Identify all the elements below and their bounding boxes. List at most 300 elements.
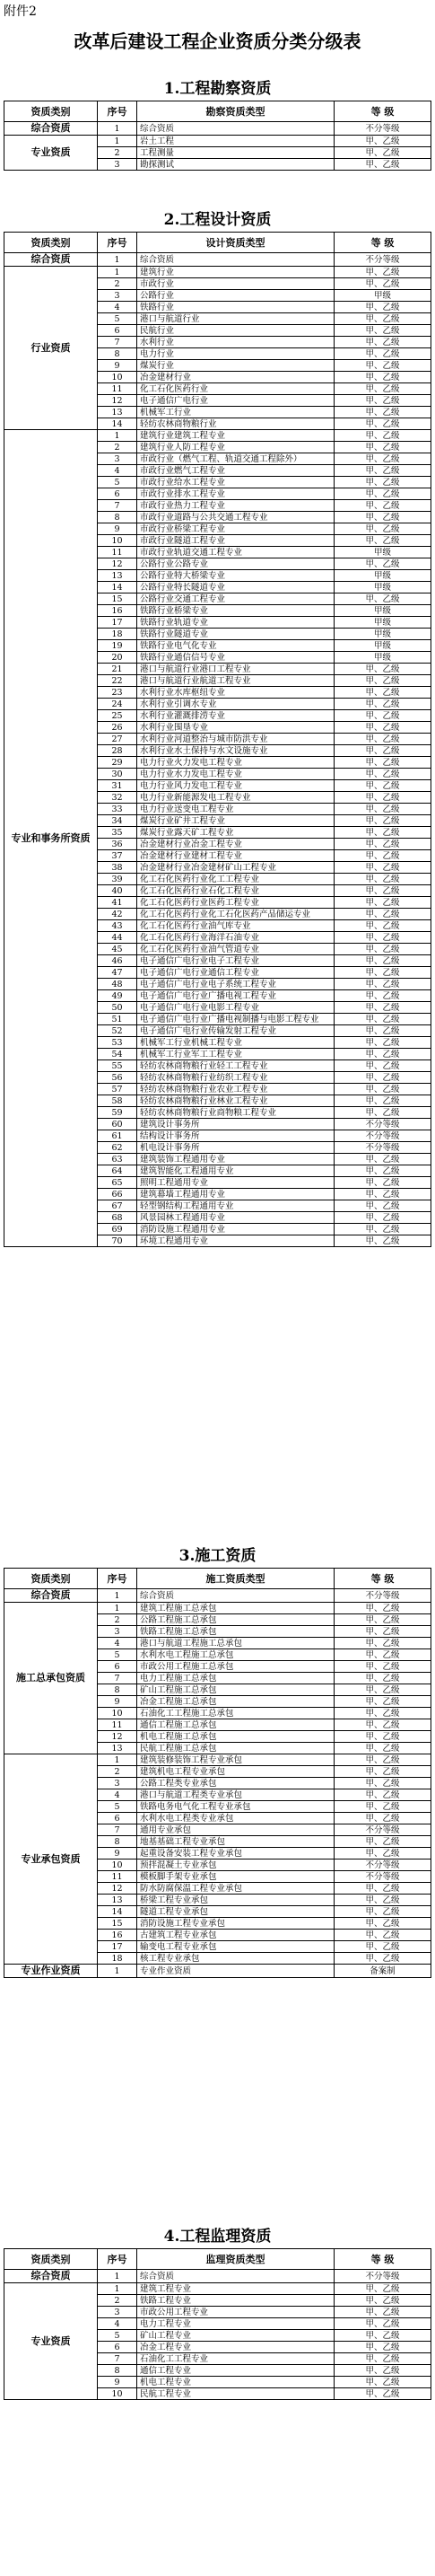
grade-cell: 甲、乙级 bbox=[335, 1224, 431, 1235]
row-number: 6 bbox=[98, 488, 137, 500]
qualification-type: 公路行业特长隧道专业 bbox=[137, 582, 335, 593]
row-number: 11 bbox=[98, 1719, 137, 1731]
qualification-type: 矿山工程施工总承包 bbox=[137, 1684, 335, 1696]
grade-cell: 甲、乙级 bbox=[335, 815, 431, 827]
row-number: 1 bbox=[98, 1589, 137, 1603]
qualification-type: 核工程专业承包 bbox=[137, 1953, 335, 1965]
qualification-type: 桥梁工程专业承包 bbox=[137, 1895, 335, 1906]
column-header: 勘察资质类型 bbox=[137, 101, 335, 122]
grade-cell: 甲、乙级 bbox=[335, 1883, 431, 1895]
qualification-type: 电力行业火力发电工程专业 bbox=[137, 757, 335, 769]
qualification-type: 市政行业桥梁工程专业 bbox=[137, 523, 335, 535]
category-cell: 专业和事务所资质 bbox=[4, 430, 98, 1247]
qualification-type: 化工石化医药行业 bbox=[137, 383, 335, 395]
column-header: 监理资质类型 bbox=[137, 2249, 335, 2270]
grade-cell: 不分等级 bbox=[335, 1119, 431, 1130]
qualification-type: 公路工程类专业承包 bbox=[137, 1778, 335, 1789]
qualification-type: 建筑行业 bbox=[137, 267, 335, 278]
qualification-type: 综合资质 bbox=[137, 122, 335, 136]
row-number: 2 bbox=[98, 1766, 137, 1778]
grade-cell: 甲、乙级 bbox=[335, 1212, 431, 1224]
row-number: 10 bbox=[98, 1859, 137, 1871]
row-number: 5 bbox=[98, 2330, 137, 2342]
row-number: 8 bbox=[98, 2365, 137, 2377]
row-number: 25 bbox=[98, 710, 137, 722]
grade-cell: 甲、乙级 bbox=[335, 780, 431, 792]
category-cell: 综合资质 bbox=[4, 253, 98, 267]
qualification-type: 铁路行业桥梁专业 bbox=[137, 605, 335, 617]
qualification-type: 机械军工行业军工工程专业 bbox=[137, 1049, 335, 1060]
grade-cell: 甲、乙级 bbox=[335, 442, 431, 453]
qualification-type: 电力行业送变电工程专业 bbox=[137, 804, 335, 815]
qualification-type: 铁路行业 bbox=[137, 302, 335, 313]
grade-cell: 甲、乙级 bbox=[335, 664, 431, 675]
row-number: 2 bbox=[98, 2295, 137, 2307]
table-row bbox=[4, 253, 431, 267]
qualification-type: 化工石化医药行业化工工程专业 bbox=[137, 874, 335, 885]
qualification-type: 港口与航道行业港口工程专业 bbox=[137, 664, 335, 675]
grade-cell: 甲、乙级 bbox=[335, 2377, 431, 2388]
qualification-type: 市政行业（燃气工程、轨道交通工程除外） bbox=[137, 453, 335, 465]
qualification-type: 输变电工程专业承包 bbox=[137, 1941, 335, 1953]
section-title: 1.工程勘察资质 bbox=[163, 80, 272, 98]
qualification-type: 冶金工程专业 bbox=[137, 2342, 335, 2353]
grade-cell: 甲、乙级 bbox=[335, 302, 431, 313]
qualification-type: 冶金建材行业冶金建材矿山工程专业 bbox=[137, 862, 335, 874]
qualification-type: 轻型钢结构工程通用专业 bbox=[137, 1200, 335, 1212]
grade-cell: 不分等级 bbox=[335, 1859, 431, 1871]
row-number: 13 bbox=[98, 1743, 137, 1754]
grade-cell: 甲、乙级 bbox=[335, 862, 431, 874]
grade-cell: 甲、乙级 bbox=[335, 944, 431, 955]
qualification-type: 通信工程施工总承包 bbox=[137, 1719, 335, 1731]
grade-cell: 不分等级 bbox=[335, 122, 431, 136]
row-number: 23 bbox=[98, 687, 137, 699]
qualification-type: 水利行业引调水专业 bbox=[137, 699, 335, 710]
row-number: 9 bbox=[98, 523, 137, 535]
row-number: 46 bbox=[98, 955, 137, 967]
category-cell: 综合资质 bbox=[4, 122, 98, 136]
table-row bbox=[4, 1965, 431, 1978]
qualification-type: 电子通信广电行业电子工程专业 bbox=[137, 955, 335, 967]
grade-cell: 甲、乙级 bbox=[335, 1154, 431, 1165]
grade-cell: 甲、乙级 bbox=[335, 699, 431, 710]
row-number: 55 bbox=[98, 1060, 137, 1072]
qualification-type: 轻纺农林商物粮行业商物粮工程专业 bbox=[137, 1107, 335, 1119]
row-number: 14 bbox=[98, 1906, 137, 1918]
section-3 bbox=[0, 1544, 435, 1978]
qualification-type: 防水防腐保温工程专业承包 bbox=[137, 1883, 335, 1895]
grade-cell: 甲、乙级 bbox=[335, 1848, 431, 1859]
qualification-type: 轻纺农林商物粮行业轻工工程专业 bbox=[137, 1060, 335, 1072]
grade-cell: 甲、乙级 bbox=[335, 1603, 431, 1614]
grade-cell: 甲、乙级 bbox=[335, 558, 431, 570]
qualification-type: 港口与航道行业 bbox=[137, 313, 335, 325]
qualification-type: 化工石化医药行业油气库专业 bbox=[137, 920, 335, 932]
grade-cell: 甲、乙级 bbox=[335, 1626, 431, 1638]
table-row bbox=[4, 1589, 431, 1603]
row-number: 8 bbox=[98, 1836, 137, 1848]
row-number: 31 bbox=[98, 780, 137, 792]
grade-cell: 甲、乙级 bbox=[335, 535, 431, 547]
grade-cell: 不分等级 bbox=[335, 2270, 431, 2283]
grade-cell: 甲、乙级 bbox=[335, 745, 431, 757]
grade-cell: 甲、乙级 bbox=[335, 512, 431, 523]
qualification-type: 铁路工程施工总承包 bbox=[137, 1626, 335, 1638]
qualification-type: 水利行业河道整治与城市防洪专业 bbox=[137, 734, 335, 745]
row-number: 5 bbox=[98, 477, 137, 488]
grade-cell: 甲、乙级 bbox=[335, 1731, 431, 1743]
grade-cell: 甲、乙级 bbox=[335, 920, 431, 932]
row-number: 7 bbox=[98, 2353, 137, 2365]
row-number: 62 bbox=[98, 1142, 137, 1154]
qualification-type: 通用专业承包 bbox=[137, 1824, 335, 1836]
row-number: 1 bbox=[98, 1603, 137, 1614]
row-number: 3 bbox=[98, 453, 137, 465]
row-number: 61 bbox=[98, 1130, 137, 1142]
grade-cell: 甲、乙级 bbox=[335, 827, 431, 839]
row-number: 6 bbox=[98, 325, 137, 337]
grade-cell: 甲、乙级 bbox=[335, 850, 431, 862]
row-number: 59 bbox=[98, 1107, 137, 1119]
qualification-type: 石油化工工程施工总承包 bbox=[137, 1708, 335, 1719]
grade-cell: 甲、乙级 bbox=[335, 430, 431, 442]
category-cell: 综合资质 bbox=[4, 2270, 98, 2283]
qualification-table bbox=[4, 101, 431, 171]
grade-cell: 甲、乙级 bbox=[335, 687, 431, 699]
row-number: 39 bbox=[98, 874, 137, 885]
row-number: 5 bbox=[98, 1801, 137, 1813]
grade-cell: 甲、乙级 bbox=[335, 383, 431, 395]
qualification-type: 建筑工程施工总承包 bbox=[137, 1603, 335, 1614]
qualification-type: 结构设计事务所 bbox=[137, 1130, 335, 1142]
grade-cell: 甲、乙级 bbox=[335, 1836, 431, 1848]
qualification-type: 建筑装修装饰工程专业承包 bbox=[137, 1754, 335, 1766]
column-header: 等 级 bbox=[335, 233, 431, 253]
row-number: 1 bbox=[98, 253, 137, 267]
row-number: 15 bbox=[98, 593, 137, 605]
grade-cell: 甲、乙级 bbox=[335, 1095, 431, 1107]
grade-cell: 甲、乙级 bbox=[335, 1953, 431, 1965]
grade-cell: 甲、乙级 bbox=[335, 313, 431, 325]
table-header-row bbox=[4, 1569, 431, 1589]
qualification-type: 机电设计事务所 bbox=[137, 1142, 335, 1154]
column-header: 等 级 bbox=[335, 2249, 431, 2270]
grade-cell: 甲、乙级 bbox=[335, 909, 431, 920]
grade-cell: 甲、乙级 bbox=[335, 1235, 431, 1247]
qualification-type: 轻纺农林商物粮行业 bbox=[137, 418, 335, 430]
grade-cell: 甲、乙级 bbox=[335, 1813, 431, 1824]
row-number: 9 bbox=[98, 2377, 137, 2388]
grade-cell: 甲、乙级 bbox=[335, 1177, 431, 1189]
qualification-type: 公路行业特大桥梁专业 bbox=[137, 570, 335, 582]
grade-cell: 甲、乙级 bbox=[335, 1200, 431, 1212]
table-row bbox=[4, 136, 431, 147]
grade-cell: 甲、乙级 bbox=[335, 1638, 431, 1649]
row-number: 49 bbox=[98, 990, 137, 1002]
row-number: 18 bbox=[98, 1953, 137, 1965]
grade-cell: 甲级 bbox=[335, 547, 431, 558]
table-row bbox=[4, 122, 431, 136]
grade-cell: 甲、乙级 bbox=[335, 1696, 431, 1708]
attachment-label: 附件2 bbox=[4, 4, 37, 19]
grade-cell: 甲、乙级 bbox=[335, 2353, 431, 2365]
qualification-type: 化工石化医药行业医药工程专业 bbox=[137, 897, 335, 909]
qualification-type: 化工石化医药行业海洋石油专业 bbox=[137, 932, 335, 944]
grade-cell: 不分等级 bbox=[335, 1130, 431, 1142]
qualification-type: 化工石化医药行业油气管道专业 bbox=[137, 944, 335, 955]
grade-cell: 甲、乙级 bbox=[335, 1661, 431, 1673]
grade-cell: 甲、乙级 bbox=[335, 2318, 431, 2330]
grade-cell: 甲、乙级 bbox=[335, 523, 431, 535]
qualification-type: 冶金建材行业建材工程专业 bbox=[137, 850, 335, 862]
row-number: 47 bbox=[98, 967, 137, 979]
qualification-type: 建筑机电工程专业承包 bbox=[137, 1766, 335, 1778]
grade-cell: 甲级 bbox=[335, 617, 431, 629]
row-number: 27 bbox=[98, 734, 137, 745]
row-number: 60 bbox=[98, 1119, 137, 1130]
grade-cell: 甲、乙级 bbox=[335, 1002, 431, 1014]
qualification-type: 电子通信广电行业广播电视工程专业 bbox=[137, 990, 335, 1002]
category-cell: 专业作业资质 bbox=[4, 1965, 98, 1978]
grade-cell: 甲、乙级 bbox=[335, 488, 431, 500]
qualification-type: 消防设施工程通用专业 bbox=[137, 1224, 335, 1235]
qualification-type: 水利行业围垦专业 bbox=[137, 722, 335, 734]
row-number: 8 bbox=[98, 512, 137, 523]
document-title: 改革后建设工程企业资质分类分级表 bbox=[74, 31, 361, 52]
row-number: 3 bbox=[98, 2307, 137, 2318]
row-number: 16 bbox=[98, 1930, 137, 1941]
column-header: 序号 bbox=[98, 1569, 137, 1589]
row-number: 35 bbox=[98, 827, 137, 839]
row-number: 7 bbox=[98, 1824, 137, 1836]
qualification-table bbox=[4, 1568, 431, 1978]
grade-cell: 甲、乙级 bbox=[335, 1801, 431, 1813]
qualification-type: 公路行业公路专业 bbox=[137, 558, 335, 570]
section-title: 3.施工资质 bbox=[178, 1547, 257, 1565]
section-2 bbox=[0, 208, 435, 1247]
row-number: 57 bbox=[98, 1084, 137, 1095]
column-header: 施工资质类型 bbox=[137, 1569, 335, 1589]
qualification-type: 岩土工程 bbox=[137, 136, 335, 147]
row-number: 4 bbox=[98, 302, 137, 313]
qualification-type: 煤炭行业露天矿工程专业 bbox=[137, 827, 335, 839]
qualification-type: 化工石化医药行业石化工程专业 bbox=[137, 885, 335, 897]
row-number: 21 bbox=[98, 664, 137, 675]
grade-cell: 甲、乙级 bbox=[335, 1165, 431, 1177]
qualification-type: 电力行业水力发电工程专业 bbox=[137, 769, 335, 780]
grade-cell: 甲、乙级 bbox=[335, 593, 431, 605]
table-header-row bbox=[4, 2249, 431, 2270]
qualification-type: 铁路行业通信信号专业 bbox=[137, 652, 335, 664]
category-cell: 施工总承包资质 bbox=[4, 1603, 98, 1754]
row-number: 19 bbox=[98, 640, 137, 652]
grade-cell: 甲、乙级 bbox=[335, 839, 431, 850]
grade-cell: 甲、乙级 bbox=[335, 1918, 431, 1930]
row-number: 1 bbox=[98, 2270, 137, 2283]
row-number: 4 bbox=[98, 465, 137, 477]
grade-cell: 甲、乙级 bbox=[335, 675, 431, 687]
row-number: 48 bbox=[98, 979, 137, 990]
row-number: 24 bbox=[98, 699, 137, 710]
row-number: 5 bbox=[98, 313, 137, 325]
grade-cell: 甲、乙级 bbox=[335, 1941, 431, 1953]
row-number: 44 bbox=[98, 932, 137, 944]
column-header: 序号 bbox=[98, 101, 137, 122]
grade-cell: 甲、乙级 bbox=[335, 500, 431, 512]
qualification-type: 铁路电务电气化工程专业承包 bbox=[137, 1801, 335, 1813]
row-number: 3 bbox=[98, 1778, 137, 1789]
qualification-type: 市政行业热力工程专业 bbox=[137, 500, 335, 512]
qualification-type: 电力行业 bbox=[137, 348, 335, 360]
row-number: 2 bbox=[98, 442, 137, 453]
row-number: 10 bbox=[98, 535, 137, 547]
grade-cell: 甲、乙级 bbox=[335, 2330, 431, 2342]
qualification-type: 通信工程专业 bbox=[137, 2365, 335, 2377]
grade-cell: 甲、乙级 bbox=[335, 804, 431, 815]
row-number: 1 bbox=[98, 1965, 137, 1978]
row-number: 14 bbox=[98, 582, 137, 593]
row-number: 17 bbox=[98, 1941, 137, 1953]
row-number: 2 bbox=[98, 147, 137, 159]
qualification-type: 综合资质 bbox=[137, 253, 335, 267]
row-number: 6 bbox=[98, 1813, 137, 1824]
row-number: 32 bbox=[98, 792, 137, 804]
column-header: 资质类别 bbox=[4, 1569, 98, 1589]
qualification-type: 建筑工程专业 bbox=[137, 2283, 335, 2295]
grade-cell: 甲、乙级 bbox=[335, 955, 431, 967]
grade-cell: 不分等级 bbox=[335, 1142, 431, 1154]
qualification-type: 港口与航道工程施工总承包 bbox=[137, 1638, 335, 1649]
grade-cell: 甲、乙级 bbox=[335, 2283, 431, 2295]
row-number: 13 bbox=[98, 407, 137, 418]
row-number: 69 bbox=[98, 1224, 137, 1235]
row-number: 34 bbox=[98, 815, 137, 827]
grade-cell: 不分等级 bbox=[335, 1871, 431, 1883]
qualification-type: 隧道工程专业承包 bbox=[137, 1906, 335, 1918]
qualification-type: 市政行业排水工程专业 bbox=[137, 488, 335, 500]
row-number: 7 bbox=[98, 337, 137, 348]
table-row bbox=[4, 2270, 431, 2283]
grade-cell: 甲、乙级 bbox=[335, 1778, 431, 1789]
category-cell: 专业资质 bbox=[4, 136, 98, 171]
column-header: 等 级 bbox=[335, 1569, 431, 1589]
qualification-type: 公路工程施工总承包 bbox=[137, 1614, 335, 1626]
column-header: 资质类别 bbox=[4, 233, 98, 253]
row-number: 51 bbox=[98, 1014, 137, 1025]
row-number: 50 bbox=[98, 1002, 137, 1014]
row-number: 28 bbox=[98, 745, 137, 757]
table-row bbox=[4, 430, 431, 442]
qualification-type: 市政公用工程施工总承包 bbox=[137, 1661, 335, 1673]
grade-cell: 甲、乙级 bbox=[335, 159, 431, 171]
grade-cell: 甲、乙级 bbox=[335, 979, 431, 990]
row-number: 63 bbox=[98, 1154, 137, 1165]
grade-cell: 甲、乙级 bbox=[335, 2342, 431, 2353]
grade-cell: 甲、乙级 bbox=[335, 477, 431, 488]
row-number: 40 bbox=[98, 885, 137, 897]
row-number: 4 bbox=[98, 1638, 137, 1649]
qualification-type: 建筑行业人防工程专业 bbox=[137, 442, 335, 453]
row-number: 2 bbox=[98, 278, 137, 290]
column-header: 等 级 bbox=[335, 101, 431, 122]
row-number: 13 bbox=[98, 570, 137, 582]
qualification-type: 电力工程施工总承包 bbox=[137, 1673, 335, 1684]
row-number: 1 bbox=[98, 267, 137, 278]
qualification-type: 煤炭行业矿井工程专业 bbox=[137, 815, 335, 827]
row-number: 52 bbox=[98, 1025, 137, 1037]
row-number: 53 bbox=[98, 1037, 137, 1049]
grade-cell: 甲、乙级 bbox=[335, 1049, 431, 1060]
grade-cell: 甲、乙级 bbox=[335, 1025, 431, 1037]
grade-cell: 甲、乙级 bbox=[335, 1060, 431, 1072]
row-number: 56 bbox=[98, 1072, 137, 1084]
qualification-type: 电子通信广电行业广播电视制播与电影工程专业 bbox=[137, 1014, 335, 1025]
table-row bbox=[4, 1754, 431, 1766]
qualification-type: 市政行业给水工程专业 bbox=[137, 477, 335, 488]
qualification-type: 建筑幕墙工程通用专业 bbox=[137, 1189, 335, 1200]
grade-cell: 甲、乙级 bbox=[335, 1719, 431, 1731]
qualification-type: 地基基础工程专业承包 bbox=[137, 1836, 335, 1848]
row-number: 2 bbox=[98, 1614, 137, 1626]
column-header: 序号 bbox=[98, 233, 137, 253]
table-header-row bbox=[4, 233, 431, 253]
qualification-type: 民航行业 bbox=[137, 325, 335, 337]
qualification-type: 机械军工行业 bbox=[137, 407, 335, 418]
qualification-type: 冶金建材行业冶金工程专业 bbox=[137, 839, 335, 850]
grade-cell: 甲、乙级 bbox=[335, 722, 431, 734]
row-number: 8 bbox=[98, 1684, 137, 1696]
grade-cell: 甲级 bbox=[335, 570, 431, 582]
qualification-type: 公路行业交通工程专业 bbox=[137, 593, 335, 605]
qualification-type: 水利水电工程类专业承包 bbox=[137, 1813, 335, 1824]
qualification-type: 专业作业资质 bbox=[137, 1965, 335, 1978]
row-number: 70 bbox=[98, 1235, 137, 1247]
row-number: 1 bbox=[98, 136, 137, 147]
row-number: 5 bbox=[98, 1649, 137, 1661]
qualification-type: 市政行业 bbox=[137, 278, 335, 290]
grade-cell: 甲、乙级 bbox=[335, 769, 431, 780]
qualification-type: 民航工程施工总承包 bbox=[137, 1743, 335, 1754]
grade-cell: 甲、乙级 bbox=[335, 395, 431, 407]
qualification-type: 市政行业燃气工程专业 bbox=[137, 465, 335, 477]
qualification-type: 风景园林工程通用专业 bbox=[137, 1212, 335, 1224]
grade-cell: 甲、乙级 bbox=[335, 418, 431, 430]
row-number: 6 bbox=[98, 1661, 137, 1673]
qualification-type: 电力行业新能源发电工程专业 bbox=[137, 792, 335, 804]
category-cell: 行业资质 bbox=[4, 267, 98, 430]
row-number: 42 bbox=[98, 909, 137, 920]
category-cell: 专业资质 bbox=[4, 2283, 98, 2400]
qualification-table bbox=[4, 232, 431, 1247]
grade-cell: 甲、乙级 bbox=[335, 1084, 431, 1095]
row-number: 26 bbox=[98, 722, 137, 734]
qualification-type: 电子通信广电行业电子系统工程专业 bbox=[137, 979, 335, 990]
category-cell: 综合资质 bbox=[4, 1589, 98, 1603]
section-4 bbox=[0, 2225, 435, 2400]
qualification-type: 综合资质 bbox=[137, 1589, 335, 1603]
row-number: 9 bbox=[98, 1848, 137, 1859]
section-title: 2.工程设计资质 bbox=[163, 211, 272, 229]
qualification-type: 环境工程通用专业 bbox=[137, 1235, 335, 1247]
grade-cell: 甲、乙级 bbox=[335, 874, 431, 885]
grade-cell: 甲、乙级 bbox=[335, 932, 431, 944]
grade-cell: 甲、乙级 bbox=[335, 1614, 431, 1626]
qualification-type: 铁路行业轨道专业 bbox=[137, 617, 335, 629]
qualification-type: 轻纺农林商物粮行业林业工程专业 bbox=[137, 1095, 335, 1107]
qualification-type: 公路行业 bbox=[137, 290, 335, 302]
column-header: 资质类别 bbox=[4, 101, 98, 122]
